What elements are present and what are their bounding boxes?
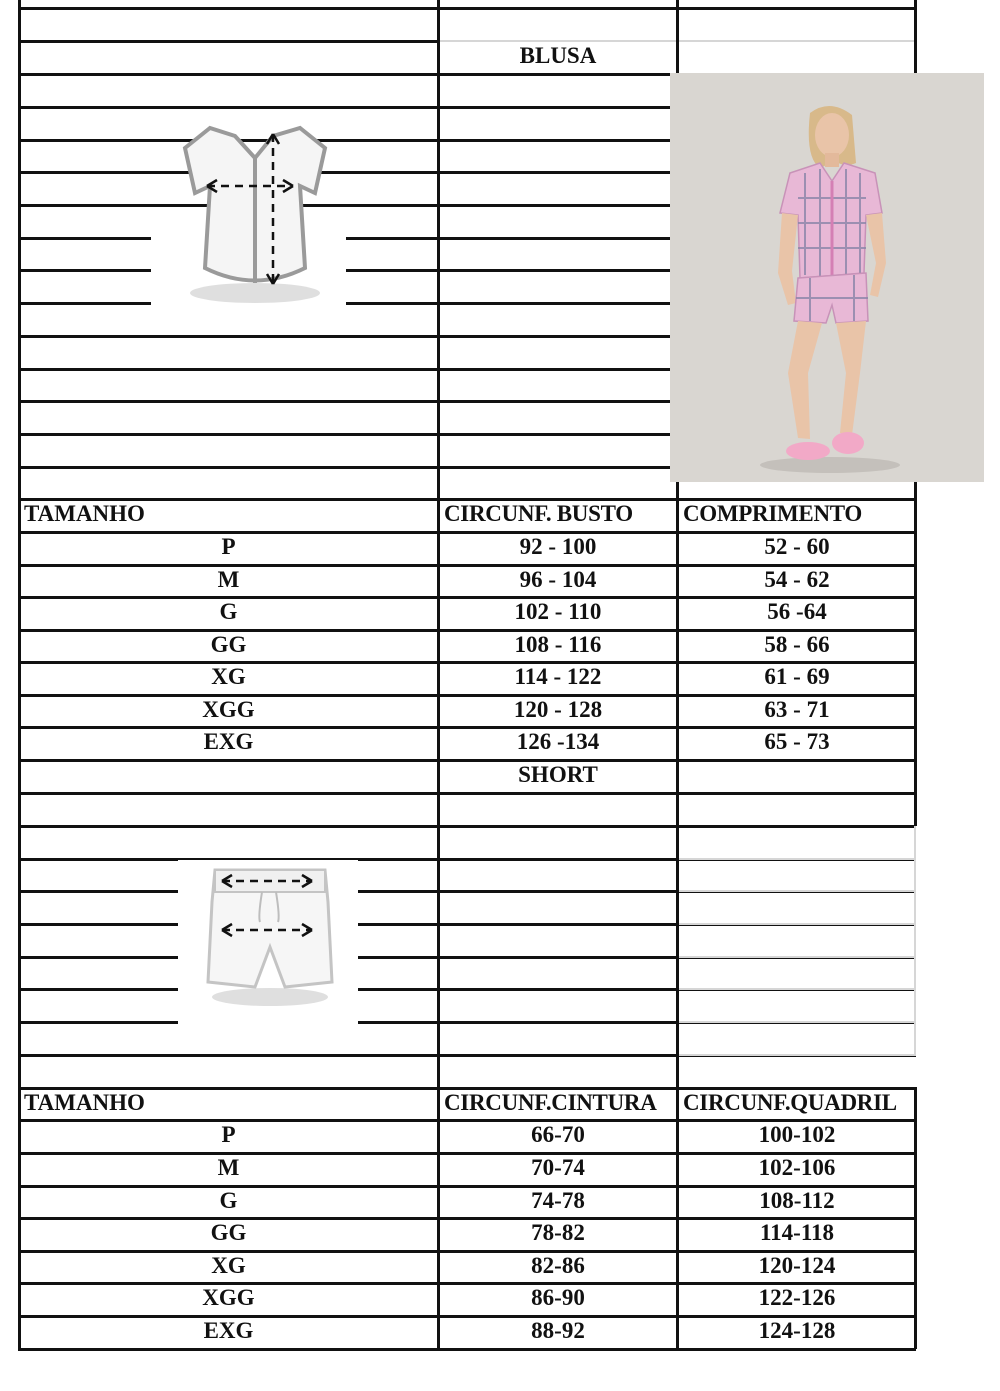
- size-cell: GG: [210, 1220, 247, 1245]
- size-cell: XGG: [202, 697, 255, 722]
- short-col-hip: CIRCUNF.QUADRIL: [683, 1090, 897, 1115]
- shorts-diagram-icon: [200, 862, 340, 1012]
- size-cell: XG: [211, 1253, 246, 1278]
- length-cell: 54 - 62: [764, 567, 830, 592]
- grid-line-horizontal: [679, 923, 916, 925]
- length-cell: 52 - 60: [764, 534, 830, 559]
- grid-line-horizontal: [437, 433, 670, 436]
- grid-line-horizontal: [679, 1054, 916, 1056]
- grid-line-horizontal: [18, 368, 437, 371]
- size-cell: GG: [210, 632, 247, 657]
- grid-line-horizontal: [18, 400, 437, 403]
- size-cell: G: [219, 599, 238, 624]
- model-photo: [670, 73, 984, 482]
- grid-line-horizontal: [679, 858, 916, 860]
- grid-line-horizontal: [437, 237, 670, 240]
- short-col-size: TAMANHO: [24, 1090, 145, 1115]
- short-col-waist: CIRCUNF.CINTURA: [444, 1090, 657, 1115]
- bust-cell: 102 - 110: [514, 599, 602, 624]
- waist-cell: 74-78: [531, 1188, 585, 1213]
- grid-line-horizontal: [18, 7, 437, 10]
- size-cell: P: [221, 1122, 236, 1147]
- bust-cell: 92 - 100: [519, 534, 597, 559]
- length-cell: 58 - 66: [764, 632, 830, 657]
- grid-line-horizontal: [437, 466, 670, 469]
- grid-line-horizontal: [18, 335, 437, 338]
- hip-cell: 100-102: [758, 1122, 836, 1147]
- grid-line-horizontal: [437, 335, 670, 338]
- section-label-short: SHORT: [518, 762, 598, 787]
- size-cell: EXG: [203, 1318, 254, 1343]
- length-cell: 56 -64: [767, 599, 827, 624]
- hip-cell: 102-106: [758, 1155, 836, 1180]
- blusa-col-size: TAMANHO: [24, 501, 145, 526]
- size-cell: M: [217, 1155, 240, 1180]
- size-cell: P: [221, 534, 236, 559]
- grid-line-horizontal: [679, 890, 916, 892]
- waist-cell: 88-92: [531, 1318, 585, 1343]
- grid-line-vertical: [914, 826, 916, 1056]
- blouse-diagram-icon: [165, 118, 335, 318]
- waist-cell: 82-86: [531, 1253, 585, 1278]
- waist-cell: 86-90: [531, 1285, 585, 1310]
- size-cell: G: [219, 1188, 238, 1213]
- hip-cell: 120-124: [758, 1253, 836, 1278]
- grid-line-horizontal: [18, 40, 437, 43]
- section-label-blusa: BLUSA: [519, 43, 597, 68]
- grid-line-horizontal: [18, 106, 437, 109]
- hip-cell: 114-118: [759, 1220, 835, 1245]
- grid-line-horizontal: [18, 1348, 916, 1351]
- waist-cell: 78-82: [531, 1220, 585, 1245]
- bust-cell: 114 - 122: [514, 664, 602, 689]
- grid-line-vertical: [914, 0, 917, 74]
- size-cell: XGG: [202, 1285, 255, 1310]
- blusa-col-length: COMPRIMENTO: [683, 501, 862, 526]
- waist-cell: 66-70: [531, 1122, 585, 1147]
- blusa-col-bust: CIRCUNF. BUSTO: [444, 501, 633, 526]
- bust-cell: 96 - 104: [519, 567, 597, 592]
- grid-line-horizontal: [18, 466, 437, 469]
- grid-line-horizontal: [18, 792, 437, 795]
- bust-cell: 120 - 128: [513, 697, 603, 722]
- size-cell: XG: [211, 664, 246, 689]
- grid-line-horizontal: [437, 269, 670, 272]
- length-cell: 65 - 73: [764, 729, 830, 754]
- hip-cell: 124-128: [758, 1318, 836, 1343]
- grid-line-horizontal: [679, 1021, 916, 1023]
- grid-line-horizontal: [437, 368, 670, 371]
- grid-line-horizontal: [437, 73, 670, 76]
- grid-line-horizontal: [437, 204, 670, 207]
- hip-cell: 108-112: [759, 1188, 835, 1213]
- length-cell: 63 - 71: [764, 697, 830, 722]
- hip-cell: 122-126: [758, 1285, 836, 1310]
- grid-line-horizontal: [18, 825, 437, 828]
- bust-cell: 108 - 116: [514, 632, 602, 657]
- size-cell: EXG: [203, 729, 254, 754]
- grid-line-horizontal: [679, 956, 916, 958]
- grid-line-horizontal: [437, 139, 670, 142]
- grid-line-vertical: [676, 0, 679, 74]
- model-photo-icon: [670, 73, 984, 482]
- length-cell: 61 - 69: [764, 664, 830, 689]
- grid-line-horizontal: [18, 73, 437, 76]
- grid-line-horizontal: [18, 433, 437, 436]
- grid-line-horizontal: [437, 400, 670, 403]
- grid-line-horizontal: [679, 988, 916, 990]
- grid-line-horizontal: [437, 302, 670, 305]
- grid-line-horizontal: [437, 106, 670, 109]
- bust-cell: 126 -134: [516, 729, 600, 754]
- grid-line-horizontal: [18, 759, 437, 762]
- grid-line-horizontal: [437, 171, 670, 174]
- size-cell: M: [217, 567, 240, 592]
- waist-cell: 70-74: [531, 1155, 585, 1180]
